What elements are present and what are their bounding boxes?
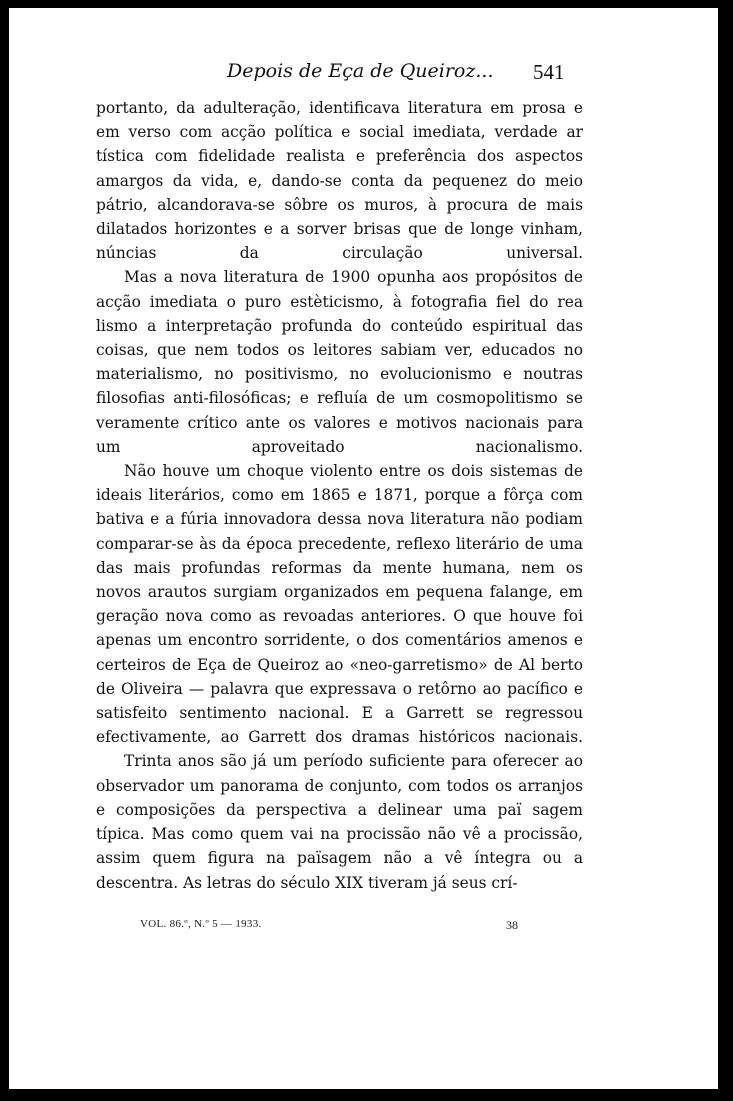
- text-line: bativa e a fúria innovadora dessa nova literatura não podiam: [96, 510, 583, 529]
- page-header: [9, 60, 718, 94]
- text-line: ou a descentra. As letras do século XIX tiveram já seus crí-: [96, 849, 583, 892]
- text-line: berto de Oliveira — palavra que expressava o retôrno ao: [96, 655, 583, 698]
- text-line: tística com fidelidade realista e preferência dos aspectos: [96, 147, 583, 166]
- paragraph: [96, 459, 583, 749]
- text-line: dilatados horizontes e a sorver brisas que de longe vinham,: [96, 220, 583, 239]
- text-line: materialismo, no positivismo, no evolucionismo e noutras: [96, 365, 583, 384]
- text-line: nacionais.: [504, 728, 583, 747]
- text-line: regressou efectivamente, ao Garrett dos dramas históricos: [96, 704, 583, 747]
- text-line: pacífico e satisfeito sentimento nacional. E a Garrett se: [96, 679, 583, 723]
- text-line: novos arautos surgiam organizados em pequena falange, em: [96, 583, 583, 602]
- text-line: e em verso com acção política e social imediata, verdade ar: [96, 99, 583, 142]
- page-number: 541: [533, 60, 565, 84]
- paragraph: [96, 96, 583, 265]
- paragraph: [96, 265, 583, 459]
- text-line: coisas, que nem todos os leitores sabiam ver, educados no: [96, 341, 583, 360]
- text-line: Trinta anos são já um período suficiente para oferecer: [124, 752, 565, 771]
- text-line: apenas um encontro sorridente, o dos comentários amenos: [96, 631, 574, 650]
- page-footer: [9, 918, 718, 938]
- text-line: portanto, da adulteração, identificava literatura em prosa: [96, 99, 574, 117]
- text-line: acção imediata o puro estèticismo, à fotografia fiel do rea: [96, 292, 583, 311]
- text-line: pátrio, alcandorava-se sôbre os muros, à procura de mais: [96, 195, 583, 214]
- text-line: comparar-se às da época precedente, reflexo literário de uma: [96, 534, 583, 553]
- book-page: [9, 8, 718, 1089]
- text-line: filosofias anti-filosóficas; e refluía de um cosmopolitismo se: [96, 389, 583, 408]
- text-line: arranjos e composições da perspectiva a delinear uma paï: [96, 776, 583, 819]
- text-line: e certeiros de Eça de Queiroz ao «neo-garretismo» de Al: [96, 631, 583, 674]
- running-title: Depois de Eça de Queiroz...: [227, 60, 494, 82]
- signature-mark: 38: [506, 918, 518, 932]
- text-line: lismo a interpretação profunda do conteúdo espiritual das: [96, 316, 583, 335]
- paragraph: [96, 749, 583, 894]
- text-line: veramente crítico ante os valores e motivos nacionais para um: [96, 413, 583, 456]
- text-line: ao observador um panorama de conjunto, com todos os: [96, 752, 583, 795]
- text-line: sagem típica. Mas como quem vai na procissão não vê a: [96, 800, 583, 844]
- text-line: ideais literários, como em 1865 e 1871, porque a fôrça com: [96, 486, 583, 505]
- text-line: Não houve um choque violento entre os dois sistemas de: [124, 462, 583, 481]
- text-line: núncias da circulação universal.: [96, 244, 583, 263]
- text-line: procissão, assim quem figura na païsagem não a vê íntegra: [96, 825, 583, 868]
- body-text: [96, 96, 583, 895]
- text-line: das mais profundas reformas da mente humana, nem os: [96, 558, 583, 577]
- text-line: aproveitado nacionalismo.: [251, 437, 583, 456]
- text-line: amargos da vida, e, dando-se conta da pequenez do meio: [96, 171, 583, 190]
- text-line: geração nova como as revoadas anteriores. O que houve foi: [96, 607, 583, 626]
- text-line: Mas a nova literatura de 1900 opunha aos propósitos de: [124, 268, 583, 287]
- volume-info: VOL. 86.º, N.º 5 — 1933.: [140, 918, 262, 930]
